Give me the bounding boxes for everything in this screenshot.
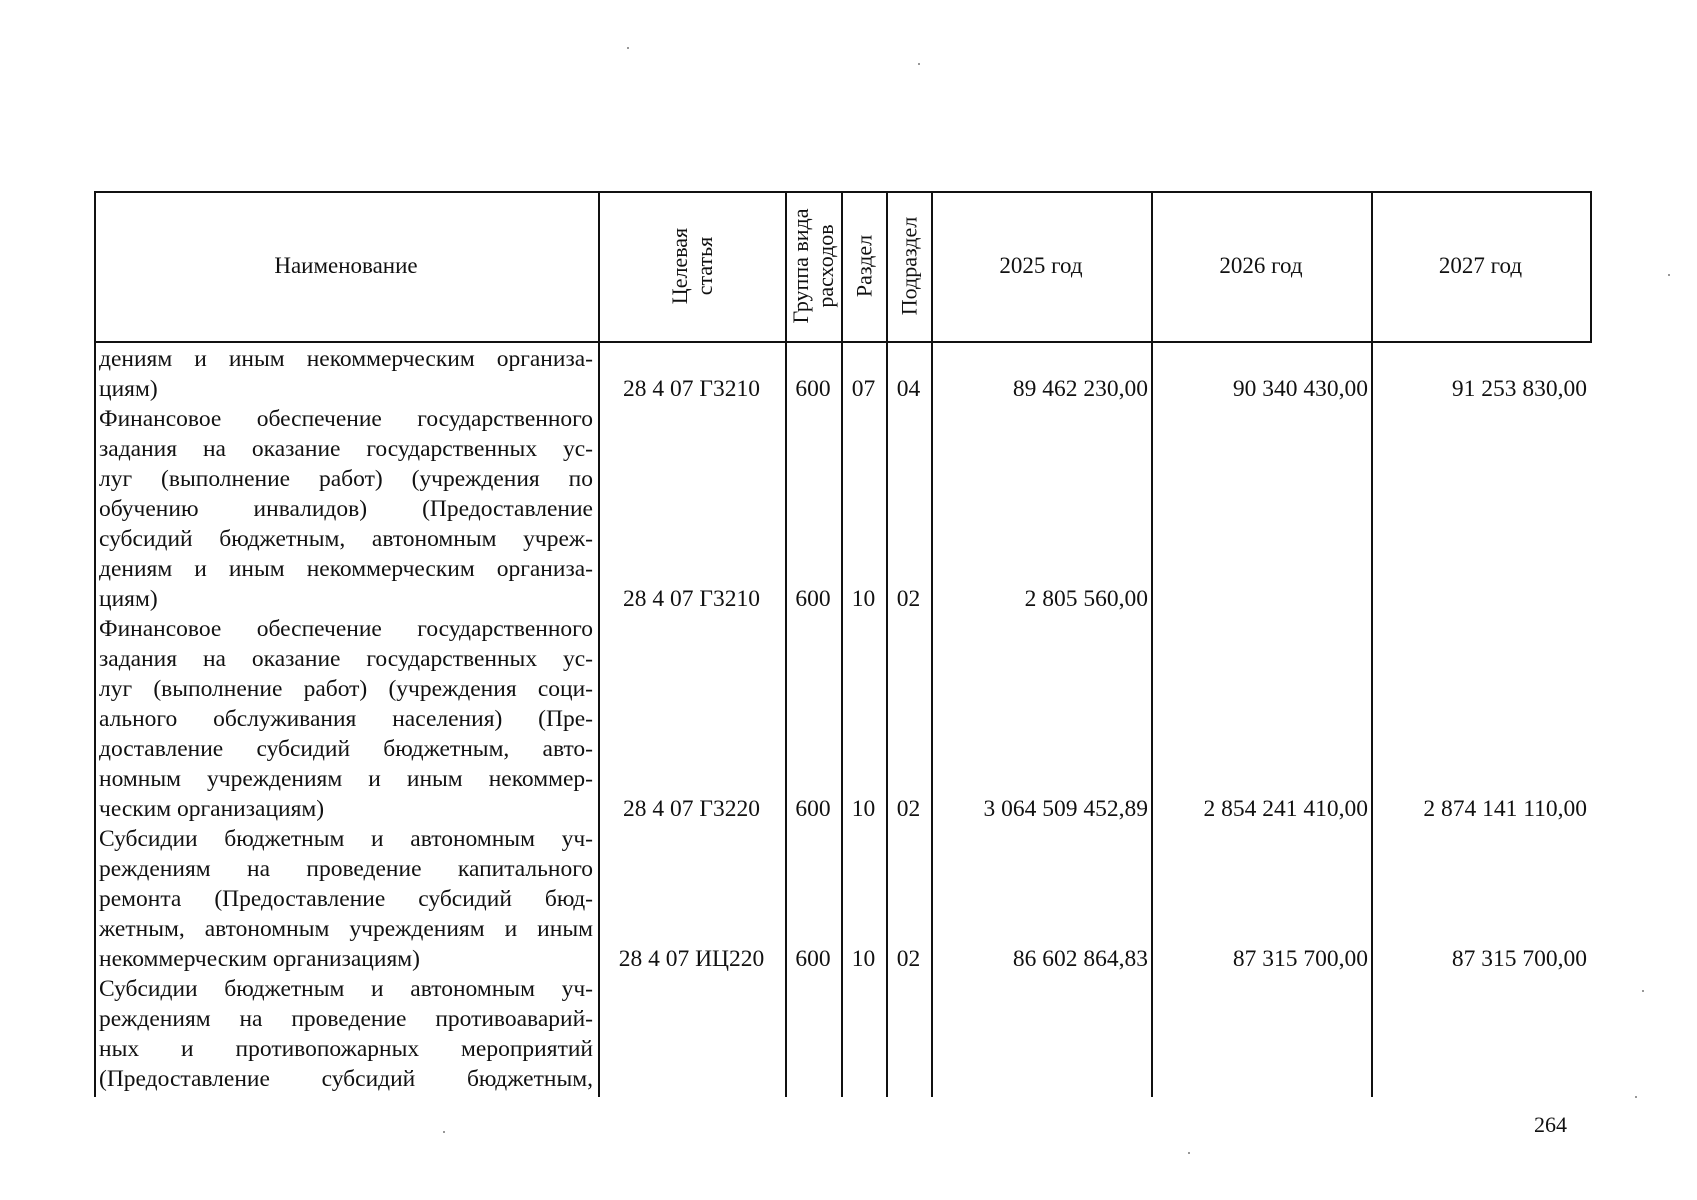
header-subsection: Подраздел: [896, 216, 921, 316]
row-group: 600: [795, 796, 831, 822]
row-name-line: дениям и иным некоммерческим организа-: [99, 556, 593, 582]
row-code: 28 4 07 Г3210: [623, 376, 760, 402]
row-name-line: ческим организациям): [99, 796, 325, 822]
row-name-line: доставление субсидий бюджетным, авто-: [99, 736, 593, 762]
scan-speck: [1668, 274, 1670, 276]
row-name-line: луг (выполнение работ) (учреждения по: [99, 466, 593, 492]
row-name-line: ального обслуживания населения) (Пре-: [99, 706, 593, 732]
row-name-line: Финансовое обеспечение государственного: [99, 616, 593, 642]
scan-speck: [918, 63, 920, 65]
row-name-line: ных и противопожарных мероприятий: [99, 1036, 593, 1062]
row-name-line: субсидий бюджетным, автономным учреж-: [99, 526, 593, 552]
header-expense-group-line: Группа вида: [788, 208, 813, 324]
row-name-line: Субсидии бюджетным и автономным уч-: [99, 976, 593, 1002]
row-group: 600: [795, 376, 831, 402]
row-name-line: (Предоставление субсидий бюджетным,: [99, 1066, 593, 1092]
row-name-line: задания на оказание государственных ус-: [99, 436, 593, 462]
row-y2025: 2 805 560,00: [1024, 586, 1148, 612]
row-name-line: циям): [99, 376, 158, 402]
row-y2025: 3 064 509 452,89: [983, 796, 1148, 822]
header-target-article: [667, 228, 717, 304]
row-y2027: 2 874 141 110,00: [1423, 796, 1587, 822]
header-y2027: 2027 год: [1438, 253, 1523, 278]
header-y2025: 2025 год: [999, 253, 1083, 278]
row-y2027: 91 253 830,00: [1451, 376, 1587, 402]
row-name-line: номным учреждениям и иным некоммер-: [99, 766, 593, 792]
row-group: 600: [795, 946, 831, 972]
row-name-line: реждениям на проведение противоаварий-: [99, 1006, 593, 1032]
row-name-line: луг (выполнение работ) (учреждения соци-: [99, 676, 593, 702]
row-y2025: 89 462 230,00: [1012, 376, 1148, 402]
row-name-line: задания на оказание государственных ус-: [99, 646, 593, 672]
row-y2026: 87 315 700,00: [1232, 946, 1368, 972]
scan-speck: [1635, 1096, 1637, 1098]
scan-speck: [627, 47, 629, 49]
header-target-article-line: статья: [691, 236, 717, 296]
header-name: Наименование: [274, 253, 418, 278]
header-expense-group: [788, 209, 838, 324]
column-divider: [1590, 191, 1592, 343]
row-subsection: 02: [896, 586, 921, 612]
row-name-line: циям): [99, 586, 158, 612]
row-name-line: некоммерческим организациям): [99, 946, 420, 972]
column-divider: [94, 191, 96, 1097]
row-code: 28 4 07 ИЦ220: [618, 946, 765, 972]
row-section: 10: [851, 586, 876, 612]
row-code: 28 4 07 Г3220: [623, 796, 760, 822]
row-group: 600: [795, 586, 831, 612]
header-section: Раздел: [851, 234, 876, 298]
row-name-line: Субсидии бюджетным и автономным уч-: [99, 826, 593, 852]
header-y2026: 2026 год: [1219, 253, 1303, 278]
row-name-line: дениям и иным некоммерческим организа-: [99, 346, 593, 372]
row-name-line: ремонта (Предоставление субсидий бюд-: [99, 886, 593, 912]
row-name-line: реждениям на проведение капитального: [99, 856, 593, 882]
header-target-article-line: Целевая: [666, 227, 692, 305]
row-name-line: обучению инвалидов) (Предоставление: [99, 496, 593, 522]
scan-speck: [1642, 990, 1644, 992]
page-number: 264: [1534, 1112, 1567, 1137]
scan-speck: [1188, 1152, 1190, 1154]
row-name-line: жетным, автономным учреждениям и иным: [99, 916, 593, 942]
row-y2027: 87 315 700,00: [1451, 946, 1587, 972]
row-subsection: 02: [896, 946, 921, 972]
row-section: 07: [851, 376, 876, 402]
scan-speck: [443, 1131, 445, 1133]
row-section: 10: [851, 946, 876, 972]
row-code: 28 4 07 Г3210: [623, 586, 760, 612]
row-subsection: 02: [896, 796, 921, 822]
row-y2026: 2 854 241 410,00: [1203, 796, 1368, 822]
row-y2026: 90 340 430,00: [1232, 376, 1368, 402]
row-section: 10: [851, 796, 876, 822]
row-subsection: 04: [896, 376, 921, 402]
header-expense-group-line: расходов: [813, 224, 838, 308]
row-y2025: 86 602 864,83: [1012, 946, 1148, 972]
row-name-line: Финансовое обеспечение государственного: [99, 406, 593, 432]
